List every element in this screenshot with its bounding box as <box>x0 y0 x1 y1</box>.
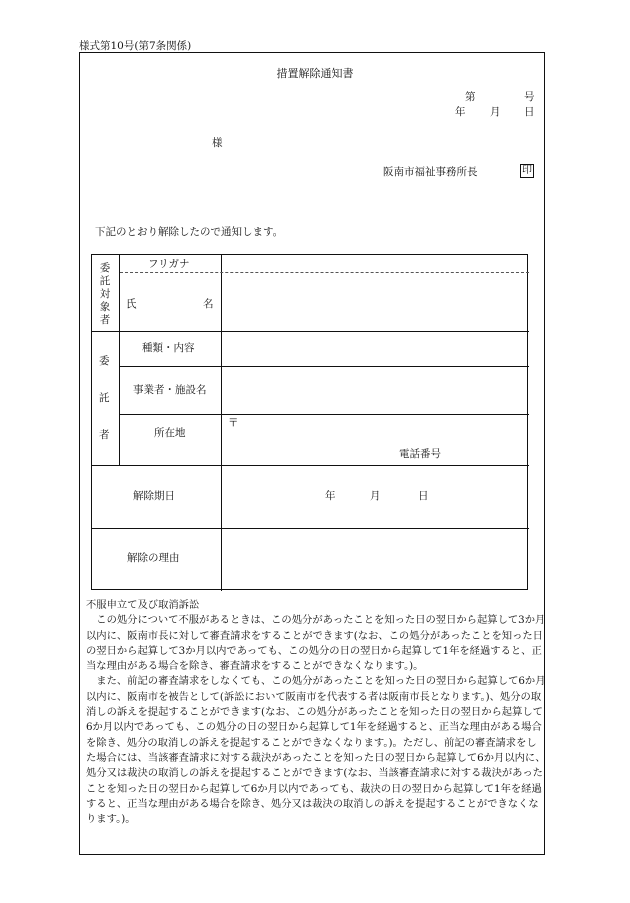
phone-label: 電話番号 <box>399 448 441 460</box>
date-day-label: 日 <box>524 106 535 118</box>
table-divider <box>92 331 529 332</box>
date-month-label: 月 <box>490 106 501 118</box>
contractor-group-char: 委 <box>99 355 110 367</box>
group-char: 対 <box>99 288 111 300</box>
group-char: 託 <box>99 275 111 287</box>
table-divider <box>120 366 529 367</box>
appeal-paragraph-1: この処分について不服があるときは、この処分があったことを知った日の翌日から起算して3か月以内に、阪南市長に対して審査請求をすることができます(なお、この処分があったことを知った日の翌日から起算して3か月以内であっても、この処分の日の翌日から起算して1年を経過すると、正当な理由がある場合を除き、審査請求をすることができなくなります。)。 <box>86 614 546 673</box>
release-date-label: 解除期日 <box>133 490 175 502</box>
release-year-label: 年 <box>325 490 336 502</box>
table-divider <box>92 528 529 529</box>
postal-mark: 〒 <box>228 417 239 429</box>
form-number-label: 様式第10号(第7条関係) <box>79 40 192 52</box>
contractor-group-char: 者 <box>99 429 110 441</box>
document-number-suffix: 号 <box>524 91 535 103</box>
table-divider <box>221 255 222 591</box>
appeal-heading: 不服申立て及び取消訴訟 <box>86 599 200 611</box>
seal-mark: 印 <box>522 165 532 176</box>
table-divider <box>120 414 529 415</box>
group-char: 者 <box>99 314 111 326</box>
release-reason-label: 解除の理由 <box>127 552 180 564</box>
release-day-label: 日 <box>418 490 429 502</box>
issuer-name: 阪南市福祉事務所長 <box>383 166 478 178</box>
name-label-first: 氏 <box>126 298 137 310</box>
addressee-suffix: 様 <box>212 137 223 149</box>
name-label-second: 名 <box>203 298 214 310</box>
date-year-label: 年 <box>455 106 466 118</box>
document-title: 措置解除通知書 <box>276 67 354 80</box>
release-month-label: 月 <box>370 490 381 502</box>
appeal-notice <box>86 598 546 827</box>
group-char: 委 <box>99 262 111 274</box>
type-label: 種類・内容 <box>142 342 195 354</box>
document-number-prefix: 第 <box>465 91 476 103</box>
business-label: 事業者・施設名 <box>133 384 207 396</box>
subject-group-label <box>98 262 112 327</box>
group-char: 象 <box>99 301 111 313</box>
furigana-divider <box>120 272 529 273</box>
furigana-label: フリガナ <box>148 258 190 270</box>
appeal-paragraph-2: また、前記の審査請求をしなくても、この処分があったことを知った日の翌日から起算して6か月以内に、阪南市を被告として(訴訟において阪南市を代表する者は阪南市長となります。)、処分の取消しの訴えを提起することができます(なお、この処分があったことを知った日の翌日から起算して6か月以内であっても、この処分の日の翌日から起算して1年を経過すると、正当な理由がある場合を除き、処分の取消しの訴えを提起することができなくなります。)。ただし、前記の審査請求をした場合には、当該審査請求に対する裁決があったことを知った日の翌日から起算して6か月以内に、処分又は裁決の取消しの訴えを提起することができます(なお、当該審査請求に対する裁決があったことを知った日の翌日から起算して6か月以内であっても、裁決の日の翌日から起算して1年を経過すると、正当な理由がある場合を除き、処分又は裁決の取消しの訴えを提起することができなくなります。)。 <box>86 675 546 826</box>
intro-text: 下記のとおり解除したので通知します。 <box>95 226 284 238</box>
info-table <box>91 254 528 590</box>
table-divider <box>92 465 529 466</box>
address-label: 所在地 <box>154 427 186 439</box>
contractor-group-char: 託 <box>99 392 110 404</box>
table-divider <box>119 255 120 465</box>
